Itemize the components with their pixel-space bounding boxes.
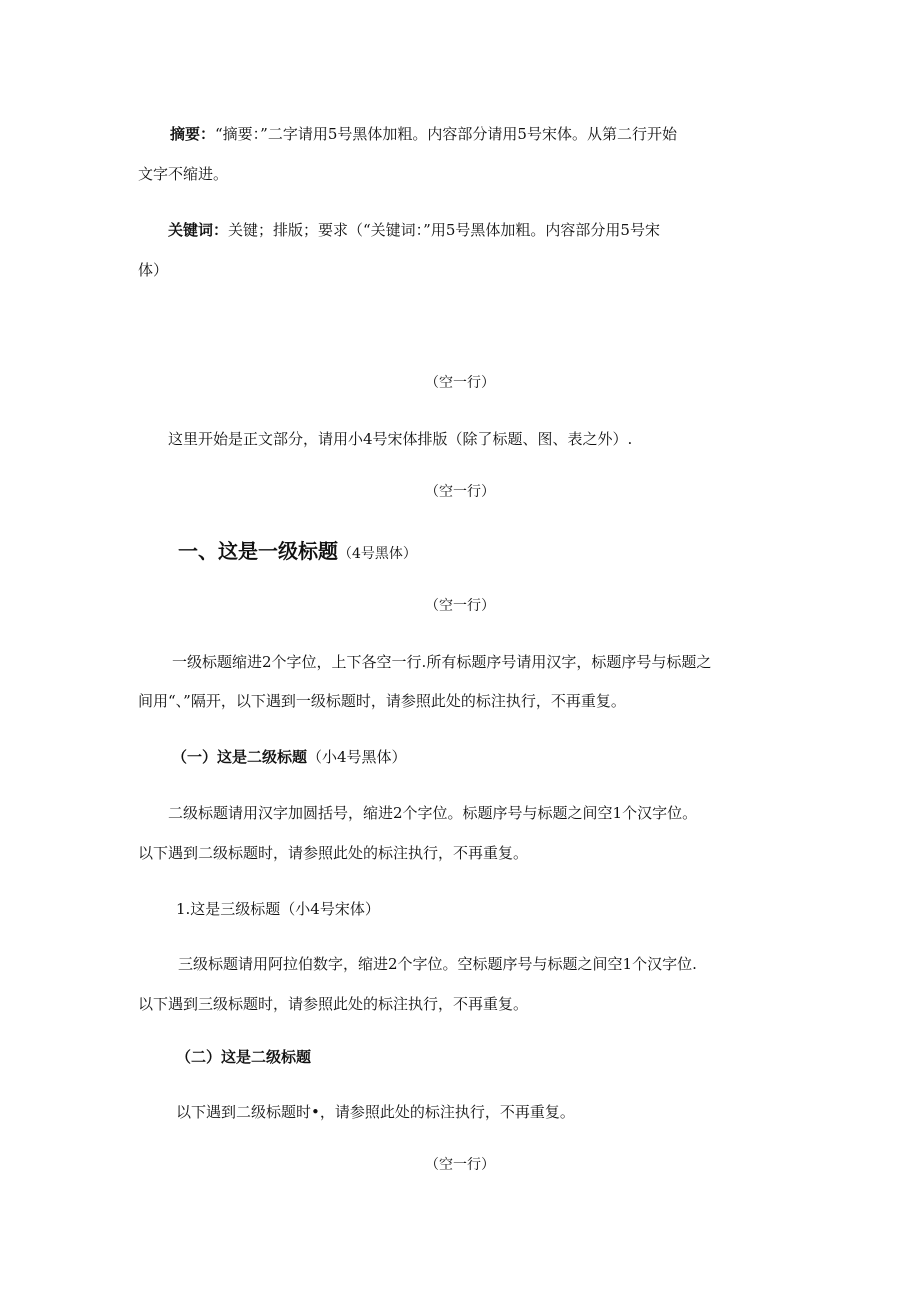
heading-3: 1.这是三级标题（小4号宋体） xyxy=(176,900,380,918)
blank-line-marker: （空一行） xyxy=(425,1157,495,1173)
keywords-line-1 xyxy=(168,219,818,241)
heading-2b xyxy=(176,1046,826,1068)
keywords-text: 关键；排版；要求（“关键词：”用5号黑体加粗。内容部分用5号宋 xyxy=(228,221,660,239)
abstract-text: “摘要：”二字请用5号黑体加粗。内容部分请用5号宋体。从第二行开始 xyxy=(215,125,677,143)
heading-1-title: 一、这是一级标题 xyxy=(178,539,338,563)
heading-3-desc-line-1: 三级标题请用阿拉伯数字，缩进2个字位。空标题序号与标题之间空1个汉字位. xyxy=(178,955,697,973)
abstract-label: 摘要： xyxy=(170,125,216,143)
heading-1-desc-line-1: 一级标题缩进2个字位，上下各空一行.所有标题序号请用汉字，标题序号与标题之 xyxy=(172,653,712,671)
keywords-label: 关键词： xyxy=(168,221,229,239)
heading-2a xyxy=(172,746,822,768)
blank-line-marker: （空一行） xyxy=(425,598,495,614)
heading-2b-title: （二）这是二级标题 xyxy=(176,1048,312,1066)
heading-1-desc-line-2: 间用“、”隔开，以下遇到一级标题时，请参照此处的标注执行，不再重复。 xyxy=(138,692,626,710)
heading-1 xyxy=(178,540,828,565)
heading-2a-desc-line-1: 二级标题请用汉字加圆括号，缩进2个字位。标题序号与标题之间空1个汉字位。 xyxy=(168,804,698,822)
abstract-line-1 xyxy=(170,123,820,145)
heading-2b-desc-line-1: 以下遇到二级标题时•，请参照此处的标注执行，不再重复。 xyxy=(176,1103,575,1121)
blank-line-marker: （空一行） xyxy=(425,375,495,391)
blank-line-marker: （空一行） xyxy=(425,484,495,500)
keywords-line-2: 体） xyxy=(138,261,169,279)
body-intro: 这里开始是正文部分，请用小4号宋体排版（除了标题、图、表之外）. xyxy=(168,430,633,448)
heading-3-desc-line-2: 以下遇到三级标题时，请参照此处的标注执行，不再重复。 xyxy=(138,995,529,1013)
abstract-line-2: 文字不缩进。 xyxy=(138,165,229,183)
heading-2a-title: （一）这是二级标题 xyxy=(172,748,308,766)
heading-2a-note: （小4号黑体） xyxy=(307,748,407,766)
heading-2a-desc-line-2: 以下遇到二级标题时，请参照此处的标注执行，不再重复。 xyxy=(138,844,529,862)
heading-1-note: （4号黑体） xyxy=(338,546,417,562)
